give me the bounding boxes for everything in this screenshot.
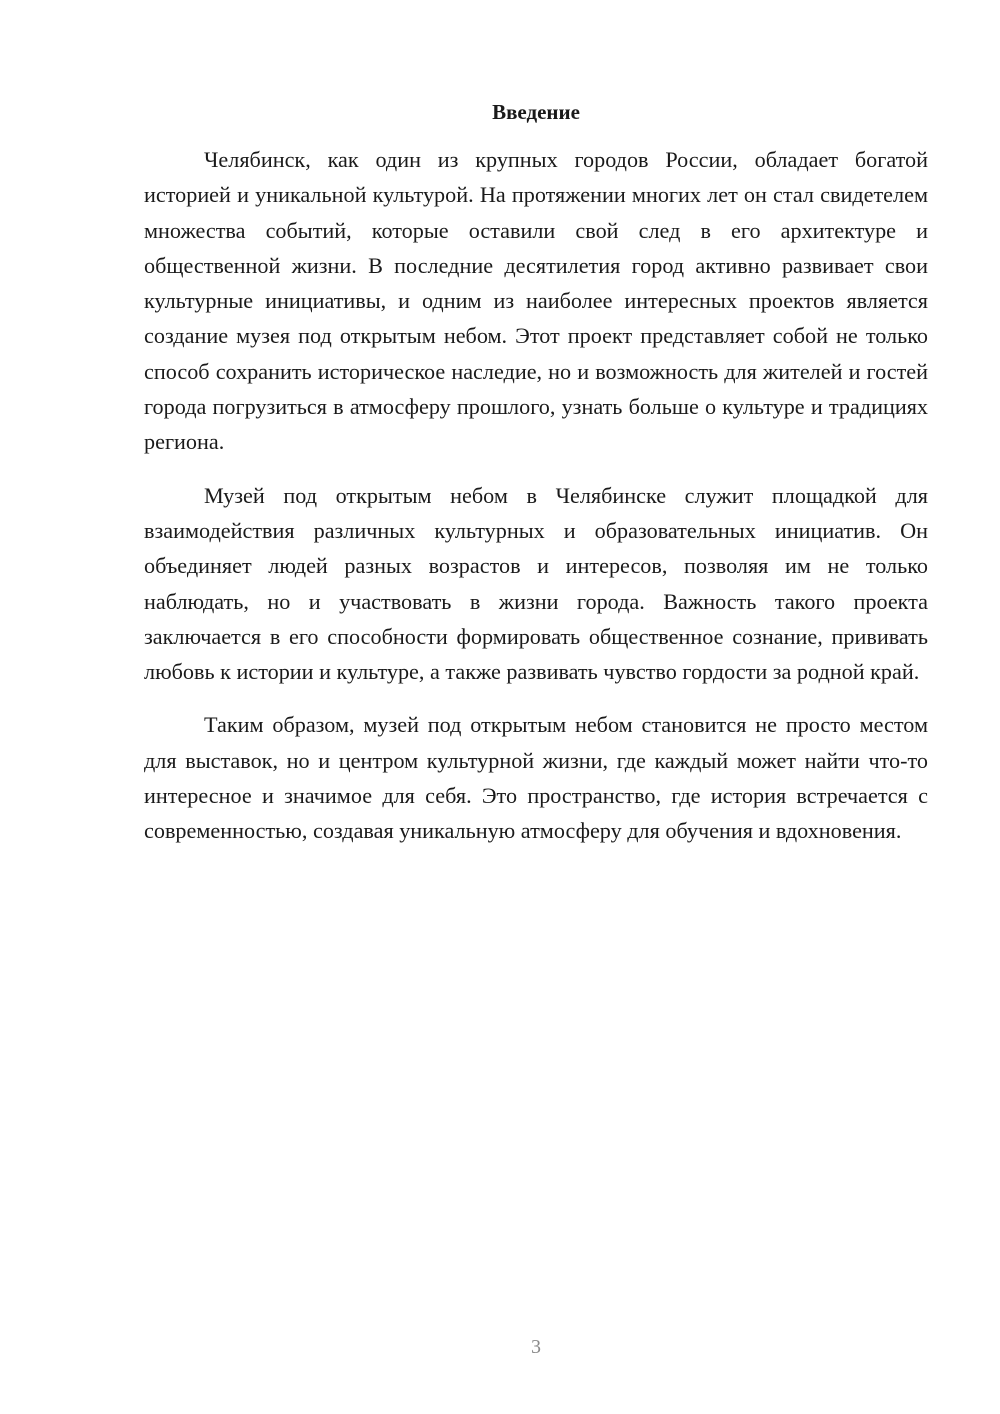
paragraph-3: Таким образом, музей под открытым небом становится не просто местом для выставок, но и центром культурной жизни, где каждый может найти что-то интересное и значимое для себя. Это пространство, где история встречается с современностью, создавая уникальную атмосферу для обучения и вдохновения. <box>144 712 928 844</box>
paragraph-2: Музей под открытым небом в Челябинске служит площадкой для взаимодействия различных культурных и образовательных инициатив. Он объединяет людей разных возрастов и интересов, позволяя им не только наблюдать, но и участвовать в жизни города. Важность такого проекта заключается в его способности формировать общественное сознание, прививать любовь к истории и культуре, а также развивать чувство гордости за родной край. <box>144 482 928 685</box>
section-heading: Введение <box>492 100 580 124</box>
paragraph-1: Челябинск, как один из крупных городов России, обладает богатой историей и уникальной культурой. На протяжении многих лет он стал свидетелем множества событий, которые оставили свой след в его архитектуре и общественной жизни. В последние десятилетия город активно развивает свои культурные инициативы, и одним из наиболее интересных проектов является создание музея под открытым небом. Этот проект представляет собой не только способ сохранить историческое наследие, но и возможность для жителей и гостей города погрузиться в атмосферу прошлого, узнать больше о культуре и традициях региона. <box>144 147 928 455</box>
document-body <box>144 142 928 867</box>
page-number: 3 <box>531 1336 541 1358</box>
